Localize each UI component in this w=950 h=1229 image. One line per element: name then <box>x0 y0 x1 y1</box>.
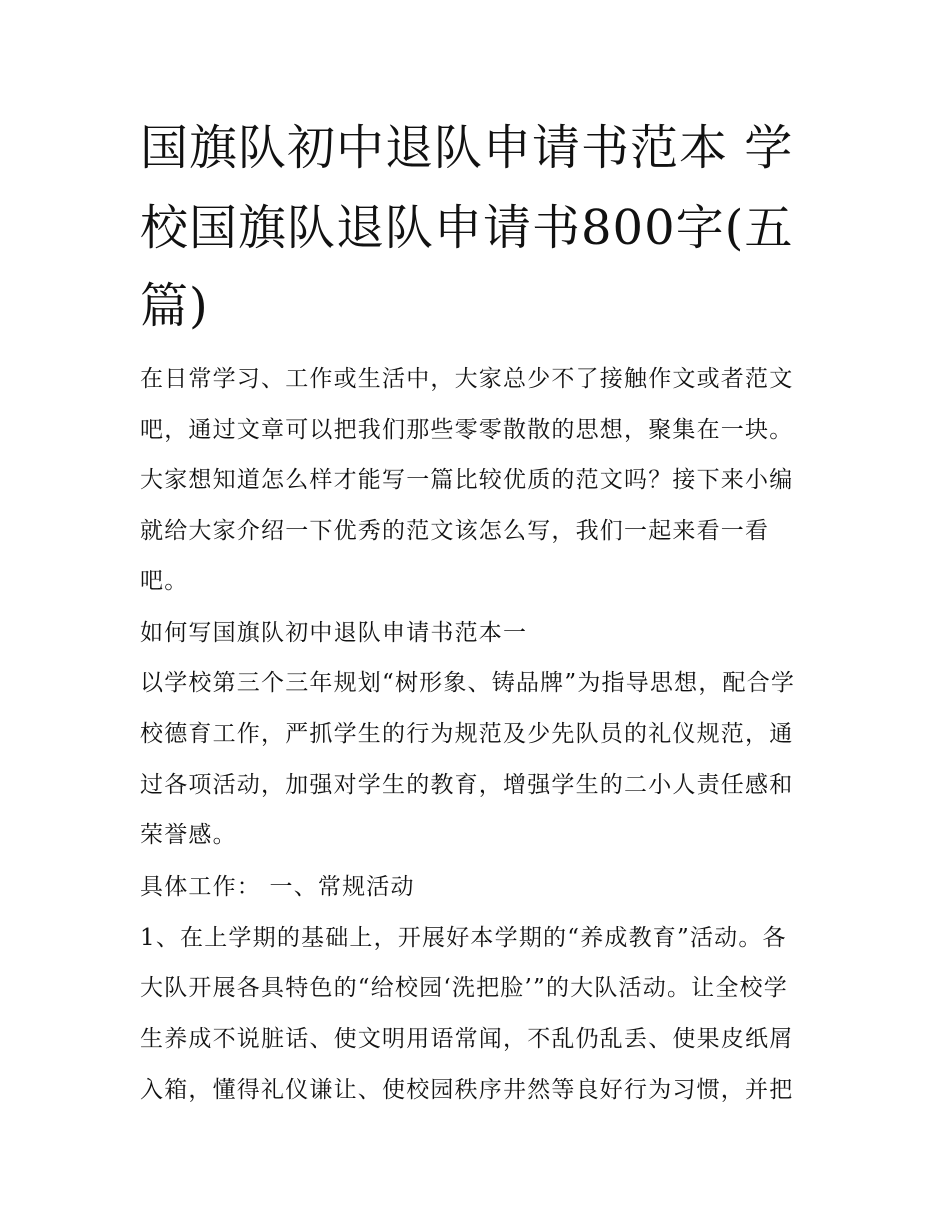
body-line-9: 过各项活动，加强对学生的教育，增强学生的二小人责任感和 <box>140 772 794 798</box>
body-line-12: 1、在上学期的基础上，开展好本学期的“养成教育”活动。各 <box>140 925 787 951</box>
body-line-3: 大家想知道怎么样才能写一篇比较优质的范文吗？接下来小编 <box>140 467 794 493</box>
body-line-5: 吧。 <box>140 568 189 594</box>
body-line-2: 吧，通过文章可以把我们那些零零散散的思想，聚集在一块。 <box>140 417 794 443</box>
body-line-15: 入箱，懂得礼仪谦让、使校园秩序井然等良好行为习惯，并把 <box>140 1077 794 1103</box>
body-line-1: 在日常学习、工作或生活中，大家总少不了接触作文或者范文 <box>140 366 794 392</box>
body-line-4: 就给大家介绍一下优秀的范文该怎么写，我们一起来看一看 <box>140 518 770 544</box>
body-line-10: 荣誉感。 <box>140 822 237 848</box>
document-title-line-1: 国旗队初中退队申请书范本 学 <box>140 120 794 176</box>
body-line-11: 具体工作： 一、常规活动 <box>140 874 415 900</box>
document-title-line-2: 校国旗队退队申请书800字(五 <box>140 200 794 256</box>
body-line-8: 校德育工作，严抓学生的行为规范及少先队员的礼仪规范，通 <box>140 721 794 747</box>
document-title-line-3: 篇) <box>140 278 209 334</box>
body-line-14: 生养成不说脏话、使文明用语常闻，不乱仍乱丢、使果皮纸屑 <box>140 1026 794 1052</box>
body-line-7: 以学校第三个三年规划“树形象、铸品牌”为指导思想，配合学 <box>140 670 796 696</box>
body-line-13: 大队开展各具特色的“给校园‘洗把脸’”的大队活动。让全校学 <box>140 975 788 1001</box>
section-heading: 如何写国旗队初中退队申请书范本一 <box>140 620 528 646</box>
